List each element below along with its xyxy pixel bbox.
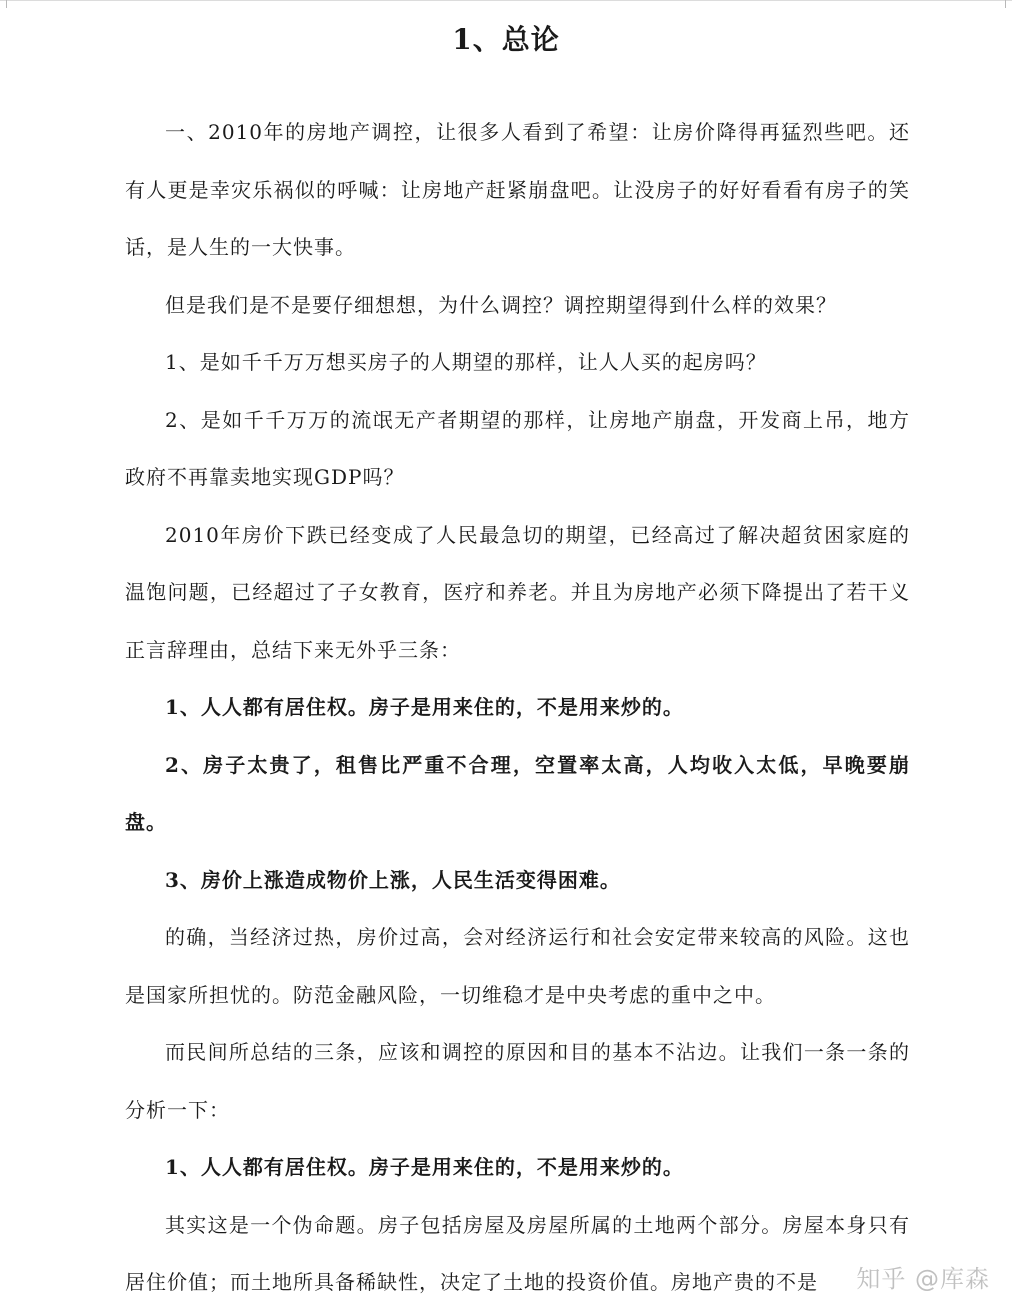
bold-point: 2、房子太贵了，租售比严重不合理，空置率太高，人均收入太低，早晚要崩盘。: [125, 752, 910, 834]
page-top-border: [0, 0, 1012, 5]
paragraph: 其实这是一个伪命题。房子包括房屋及房屋所属的土地两个部分。房屋本身只有居住价值；而土地所具备稀缺性，决定了土地的投资价值。房地产贵的不是: [125, 1212, 910, 1294]
paragraph: 而民间所总结的三条，应该和调控的原因和目的基本不沾边。让我们一条一条的分析一下：: [125, 1040, 910, 1122]
zhihu-watermark: 知乎 @库森: [856, 1265, 990, 1293]
bold-point: 3、房价上涨造成物价上涨，人民生活变得困难。: [165, 867, 621, 892]
corner-mark-right: [1005, 0, 1006, 8]
paragraph: 1、是如千千万万想买房子的人期望的那样，让人人买的起房吗？: [165, 350, 767, 374]
page-title: 1、总论: [452, 23, 560, 56]
document-body: [125, 104, 910, 1312]
paragraph: 2、是如千千万万的流氓无产者期望的那样，让房地产崩盘，开发商上吊，地方政府不再靠卖地实现GDP吗？: [125, 407, 910, 489]
paragraph: 一、2010年的房地产调控，让很多人看到了希望：让房价降得再猛烈些吧。还有人更是幸灾乐祸似的呼喊：让房地产赶紧崩盘吧。让没房子的好好看看有房子的笑话，是人生的一大快事。: [125, 120, 910, 259]
bold-point: 1、人人都有居住权。房子是用来住的，不是用来炒的。: [165, 695, 684, 719]
paragraph: 的确，当经济过热，房价过高，会对经济运行和社会安定带来较高的风险。这也是国家所担忧的。防范金融风险，一切维稳才是中央考虑的重中之中。: [125, 925, 910, 1007]
corner-mark-left: [6, 0, 7, 8]
paragraph: 2010年房价下跌已经变成了人民最急切的期望，已经高过了解决超贫困家庭的温饱问题，已经超过了子女教育，医疗和养老。并且为房地产必须下降提出了若干义正言辞理由，总结下来无外乎三条：: [125, 522, 910, 662]
bold-point: 1、人人都有居住权。房子是用来住的，不是用来炒的。: [165, 1155, 684, 1179]
paragraph: 但是我们是不是要仔细想想，为什么调控？调控期望得到什么样的效果？: [165, 292, 837, 317]
